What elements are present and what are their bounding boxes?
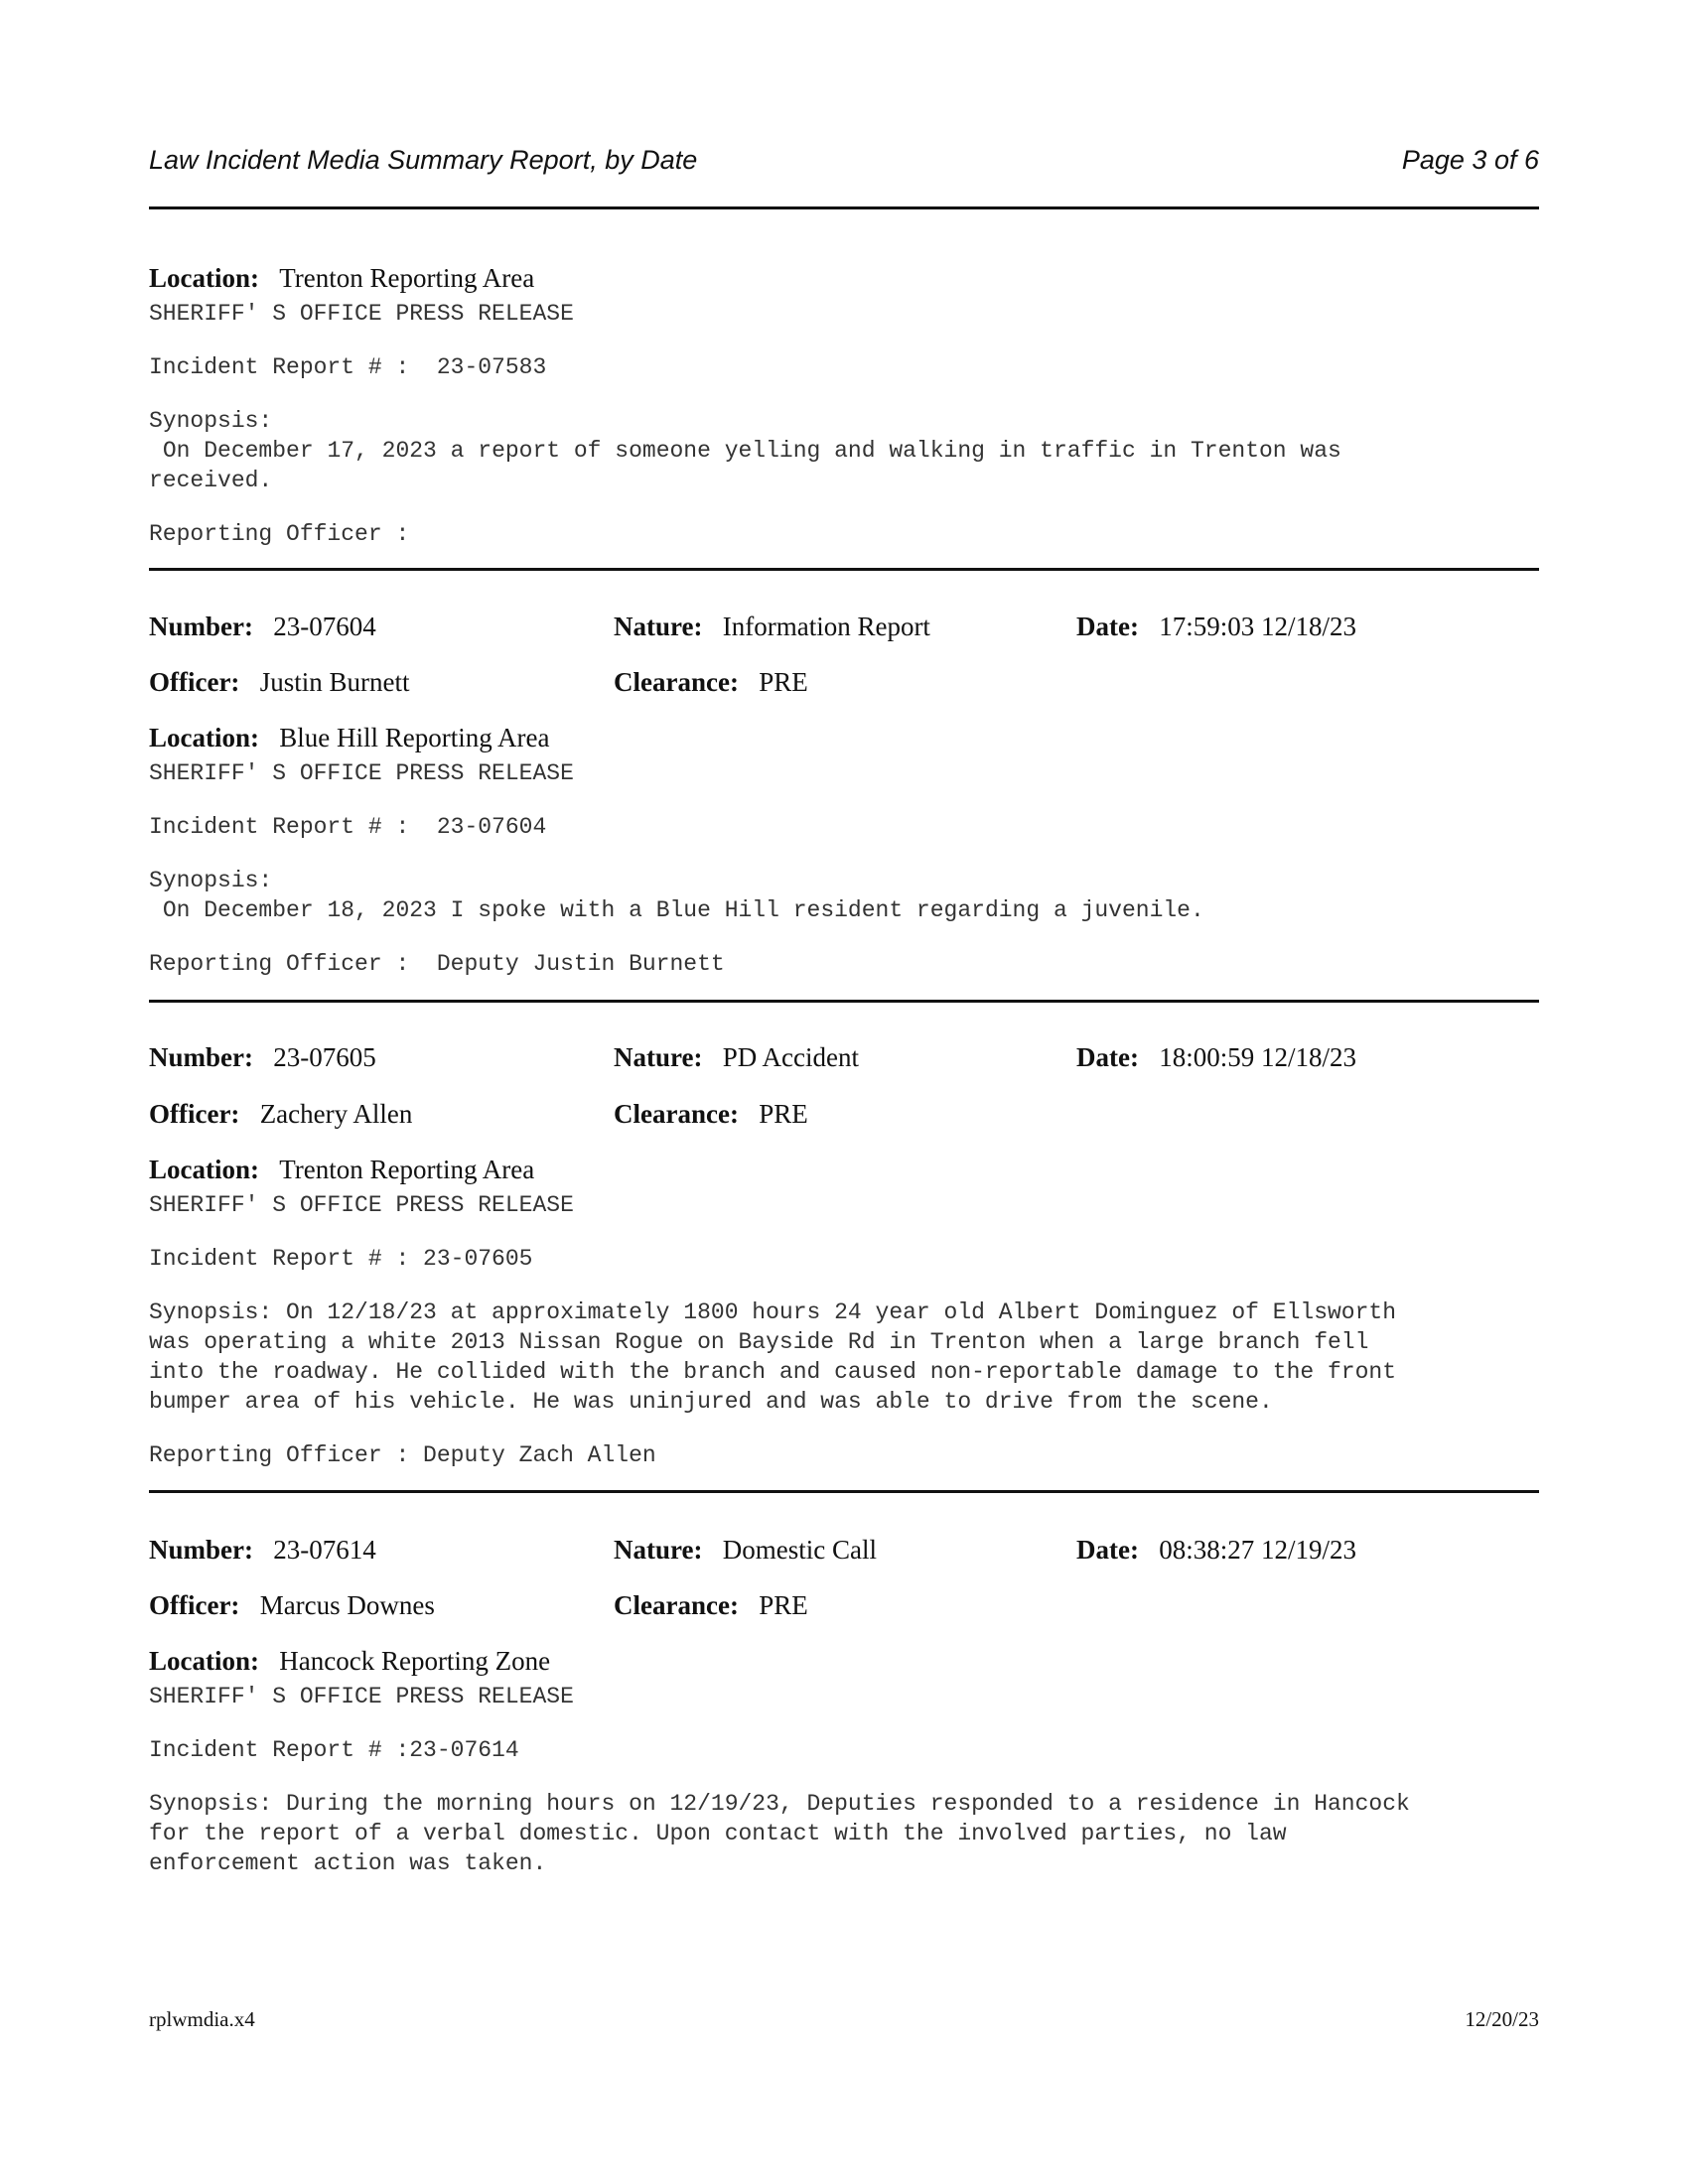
number-label: Number: <box>149 612 253 641</box>
incident-entry <box>149 612 1539 979</box>
incident-entry <box>149 1042 1539 1470</box>
location-label: Location: <box>149 263 259 293</box>
officer-label: Officer: <box>149 667 240 697</box>
location-label: Location: <box>149 1646 259 1676</box>
reporting-officer-line: Reporting Officer : <box>149 521 410 547</box>
location-line <box>149 723 1539 758</box>
officer-row <box>149 1590 1539 1626</box>
incident-report-line: Incident Report # : 23-07583 <box>149 354 547 380</box>
nature-value: PD Accident <box>722 1042 859 1072</box>
clearance-label: Clearance: <box>614 667 739 697</box>
entry-rule <box>149 568 1539 571</box>
location-value: Trenton Reporting Area <box>279 263 535 293</box>
footer-date: 12/20/23 <box>1465 2007 1539 2031</box>
clearance-label: Clearance: <box>614 1590 739 1620</box>
officer-value: Justin Burnett <box>259 667 410 697</box>
clearance-value: PRE <box>759 1590 808 1620</box>
source-line: SHERIFF' S OFFICE PRESS RELEASE <box>149 1684 574 1709</box>
officer-value: Zachery Allen <box>259 1099 413 1129</box>
date-label: Date: <box>1076 1042 1139 1072</box>
reporting-officer-line: Reporting Officer : Deputy Zach Allen <box>149 1442 656 1468</box>
number-value: 23-07614 <box>273 1535 376 1565</box>
number-label: Number: <box>149 1042 253 1072</box>
officer-row <box>149 667 1539 703</box>
synopsis-text: On December 18, 2023 I spoke with a Blue Hill resident regarding a juvenile. <box>149 897 1204 923</box>
entry-header-row <box>149 612 1539 647</box>
source-line: SHERIFF' S OFFICE PRESS RELEASE <box>149 1192 574 1218</box>
synopsis-label: Synopsis: <box>149 868 273 893</box>
incident-report-line: Incident Report # : 23-07605 <box>149 1246 533 1272</box>
clearance-value: PRE <box>759 667 808 697</box>
location-label: Location: <box>149 1155 259 1184</box>
location-line <box>149 263 1539 299</box>
entry-header-row <box>149 1042 1539 1078</box>
number-value: 23-07604 <box>273 612 376 641</box>
date-label: Date: <box>1076 612 1139 641</box>
officer-value: Marcus Downes <box>259 1590 435 1620</box>
incident-entry <box>149 1535 1539 1878</box>
nature-label: Nature: <box>614 1042 703 1072</box>
entry-rule <box>149 1000 1539 1003</box>
report-header <box>149 145 1539 185</box>
synopsis-text: Synopsis: During the morning hours on 12/19/23, Deputies responded to a residence in Hancock for the report of a verbal domestic. Upon contact with the involved parties, no law enforcement action was taken. <box>149 1791 1410 1876</box>
location-value: Hancock Reporting Zone <box>279 1646 551 1676</box>
date-value: 17:59:03 12/18/23 <box>1159 612 1356 641</box>
source-line: SHERIFF' S OFFICE PRESS RELEASE <box>149 760 574 786</box>
entry-rule <box>149 1490 1539 1493</box>
date-value: 18:00:59 12/18/23 <box>1159 1042 1356 1072</box>
location-label: Location: <box>149 723 259 752</box>
officer-label: Officer: <box>149 1099 240 1129</box>
reporting-officer-line: Reporting Officer : Deputy Justin Burnett <box>149 951 725 977</box>
date-value: 08:38:27 12/19/23 <box>1159 1535 1356 1565</box>
location-value: Trenton Reporting Area <box>279 1155 535 1184</box>
location-line <box>149 1646 1539 1682</box>
clearance-label: Clearance: <box>614 1099 739 1129</box>
nature-label: Nature: <box>614 612 703 641</box>
officer-label: Officer: <box>149 1590 240 1620</box>
location-value: Blue Hill Reporting Area <box>279 723 550 752</box>
synopsis-text: On December 17, 2023 a report of someone yelling and walking in traffic in Trenton was received. <box>149 438 1341 493</box>
synopsis-text: Synopsis: On 12/18/23 at approximately 1800 hours 24 year old Albert Dominguez of Ellsworth was operating a white 2013 Nissan Rogue on Bayside Rd in Trenton when a large branch fell into the roadway. He collided with the branch and caused non-reportable damage to the front bumper area of his vehicle. He was uninjured and was able to drive from the scene. <box>149 1299 1397 1415</box>
number-value: 23-07605 <box>273 1042 376 1072</box>
incident-report-line: Incident Report # :23-07614 <box>149 1737 519 1763</box>
location-line <box>149 1155 1539 1190</box>
officer-row <box>149 1099 1539 1135</box>
report-title: Law Incident Media Summary Report, by Date <box>149 145 698 175</box>
header-rule <box>149 206 1539 209</box>
entry-header-row <box>149 1535 1539 1570</box>
clearance-value: PRE <box>759 1099 808 1129</box>
nature-value: Domestic Call <box>722 1535 877 1565</box>
incident-report-line: Incident Report # : 23-07604 <box>149 814 547 840</box>
incident-entry <box>149 263 1539 549</box>
number-label: Number: <box>149 1535 253 1565</box>
nature-value: Information Report <box>722 612 930 641</box>
synopsis-label: Synopsis: <box>149 408 273 434</box>
nature-label: Nature: <box>614 1535 703 1565</box>
page-number: Page 3 of 6 <box>1401 145 1539 175</box>
source-line: SHERIFF' S OFFICE PRESS RELEASE <box>149 301 574 327</box>
date-label: Date: <box>1076 1535 1139 1565</box>
footer-report-id: rplwmdia.x4 <box>149 2007 255 2031</box>
